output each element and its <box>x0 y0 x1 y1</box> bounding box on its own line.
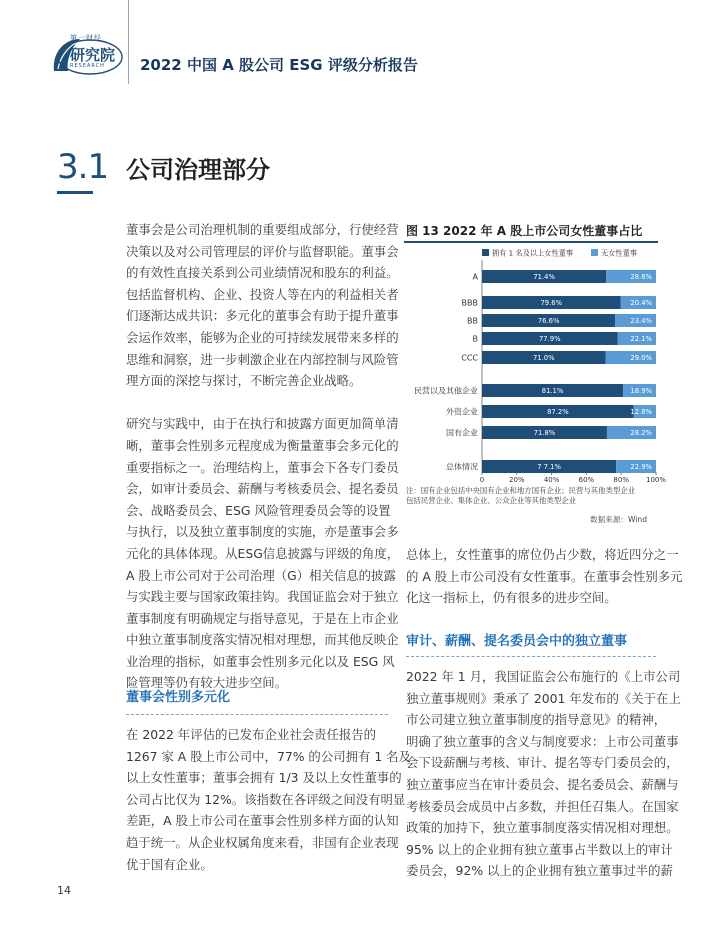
text-line: 趋于统一。从企业权属角度来看，非国有企业表现 <box>126 834 399 850</box>
left-column-text <box>126 219 400 694</box>
text-line: 的有效性直接关系到公司业绩情况和股东的利益。 <box>126 265 399 281</box>
data-label: 23.4% <box>630 317 652 326</box>
data-label: 29.0% <box>630 354 652 363</box>
text-line: 业治理的指标，如董事会性别多元化以及 ESG 风 <box>126 653 395 669</box>
gender-diversity-text <box>126 724 411 875</box>
data-label: 71.0% <box>532 354 555 363</box>
logo-sub-text: RESEARCH <box>70 63 105 69</box>
category-label: A <box>472 272 478 282</box>
x-tick-label: 0 <box>479 476 485 484</box>
text-line: 以上女性董事；董事会拥有 1/3 及以上女性董事的 <box>126 770 402 786</box>
data-label: 22.1% <box>630 335 652 344</box>
text-line: 与执行，以及独立董事制度的实施，亦是董事会多 <box>126 524 399 540</box>
text-line: 会、战略委员会、ESG 风险管理委员会等的设置 <box>126 502 391 518</box>
category-label: BBB <box>461 298 478 308</box>
text-line: 理方面的深挖与探讨，不断完善企业战略。 <box>126 373 362 389</box>
x-tick-label: 40% <box>543 476 560 484</box>
category-label: B <box>472 334 478 344</box>
independent-directors-text <box>406 666 681 882</box>
text-line: 公司占比仅为 12%。该指数在各评级之间没有明显 <box>126 791 406 807</box>
data-label: 20.4% <box>630 299 652 308</box>
page-number: 14 <box>57 884 71 897</box>
text-line: 会，如审计委员会、薪酬与考核委员会、提名委员 <box>126 481 399 497</box>
data-label: 79.6% <box>540 299 563 308</box>
text-line: 差距，A 股上市公司在董事会性别多样方面的认知 <box>126 813 399 829</box>
category-label: 民营以及其他企业 <box>414 386 478 396</box>
figure-note <box>406 486 661 506</box>
text-line: 会下设薪酬与考核、审计、提名等专门委员会的， <box>406 755 679 771</box>
category-label: BB <box>467 316 478 326</box>
category-label: CCC <box>461 353 478 363</box>
logo-top-text: 第一财经 <box>70 34 102 42</box>
x-tick-label: 60% <box>578 476 595 484</box>
subheading-independent-directors: 审计、薪酬、提名委员会中的独立董事 <box>406 634 628 649</box>
header-divider <box>128 0 129 84</box>
legend-label: 无女性董事 <box>601 248 637 258</box>
text-line <box>126 392 388 414</box>
data-label: 87.2% <box>547 408 569 417</box>
category-label: 总体情况 <box>446 462 478 472</box>
text-line: 2022 年 1 月，我国证监会公布施行的《上市公司 <box>406 669 681 684</box>
right-column-summary <box>406 544 683 609</box>
x-tick-label: 80% <box>613 476 629 484</box>
figure-title-rule <box>404 241 658 243</box>
text-line: 化这一指标上，仍有很多的进步空间。 <box>406 590 617 606</box>
text-line: 元化的具体体现。从ESG信息披露与评级的角度， <box>126 545 400 561</box>
text-line: 董事会是公司治理机制的重要组成部分，行使经营 <box>126 222 399 237</box>
figure-note-line: 注：国有企业包括中央国有企业和地方国有企业；民营与其他类型企业 <box>406 486 636 495</box>
figure-note-line: 包括民营企业、集体企业、公众企业等其他类型企业 <box>406 496 576 505</box>
data-label: 7 7.1% <box>537 463 561 472</box>
legend-label: 拥有 1 名及以上女性董事 <box>492 248 574 258</box>
text-line: 董事制度有明确规定与指导意见，于是在上市企业 <box>126 610 399 626</box>
text-line: 研究与实践中，由于在执行和披露方面更加简单清 <box>126 416 399 432</box>
data-label: 18.9% <box>630 387 652 396</box>
legend-swatch <box>482 249 489 256</box>
text-line: 重要指标之一。治理结构上，董事会下各专门委员 <box>126 459 399 475</box>
text-line: 在 2022 年评估的已发布企业社会责任报告的 <box>126 727 377 742</box>
section-title: 公司治理部分 <box>126 156 270 184</box>
data-label: 71.4% <box>533 273 555 282</box>
section-number-underline <box>57 191 93 194</box>
text-line: 们逐渐达成共识：多元化的董事会有助于提升董事 <box>126 308 399 324</box>
text-line: 1267 家 A 股上市公司中，77% 的公司拥有 1 名及 <box>126 748 411 764</box>
subheading-gender-diversity: 董事会性别多元化 <box>126 690 231 705</box>
data-label: 71.8% <box>533 429 556 438</box>
data-label: 28.6% <box>630 273 652 282</box>
text-line: A 股上市公司对于公司治理（G）相关信息的披露 <box>126 567 396 583</box>
subheading-divider <box>126 714 388 716</box>
text-line: 晰，董事会性别多元程度成为衡量董事会多元化的 <box>126 437 399 453</box>
text-line: 市公司建立独立董事制度的指导意见》的精神， <box>406 712 667 728</box>
text-line: 总体上，女性董事的席位仍占少数，将近四分之一 <box>406 547 679 562</box>
female-director-chart <box>400 244 667 484</box>
category-label: 国有企业 <box>446 428 478 438</box>
text-line: 思维和洞察，进一步刺激企业在内部控制与风险管 <box>126 351 399 367</box>
report-title: 2022 中国 A 股公司 ESG 评级分析报告 <box>140 56 418 74</box>
text-line: 考核委员会成员中占多数，并担任召集人。在国家 <box>406 798 679 814</box>
data-label: 77.9% <box>538 335 561 344</box>
text-line: 委员会，92% 以上的企业拥有独立董事过半的薪 <box>406 863 673 879</box>
section-number: 3.1 <box>57 147 109 187</box>
data-label: 76.6% <box>537 317 560 326</box>
legend-swatch <box>591 249 598 256</box>
x-tick-label: 20% <box>509 476 525 484</box>
text-line: 政策的加持下，独立董事制度落实情况相对理想。 <box>406 820 679 836</box>
text-line: 优于国有企业。 <box>126 856 213 872</box>
figure-source: 数据来源：Wind <box>590 515 648 524</box>
text-line: 包括监督机构、企业、投资人等在内的利益相关者 <box>126 286 399 302</box>
data-label: 22.9% <box>630 463 652 472</box>
text-line: 险管理等仍有较大进步空间。 <box>126 675 288 691</box>
text-line: 95% 以上的企业拥有独立董事占半数以上的审计 <box>406 841 673 857</box>
data-label: 81.1% <box>541 387 564 396</box>
logo-main-text: 研究院 <box>70 46 116 64</box>
data-label: 12.8% <box>630 408 652 417</box>
text-line: 决策以及对公司管理层的评价与监督职能。董事会 <box>126 243 399 259</box>
text-line: 的 A 股上市公司没有女性董事。在董事会性别多元 <box>406 568 683 584</box>
figure-title: 图 13 2022 年 A 股上市公司女性董事占比 <box>406 224 643 238</box>
text-line: 明确了独立董事的含义与制度要求：上市公司董事 <box>406 733 679 749</box>
x-tick-label: 100% <box>645 476 667 484</box>
subheading-divider <box>406 656 656 658</box>
data-label: 28.2% <box>630 429 652 438</box>
text-line: 中独立董事制度落实情况相对理想，而其他反映企 <box>126 632 399 648</box>
text-line: 与实践主要与国家政策挂钩。我国证监会对于独立 <box>126 589 399 605</box>
text-line: 独立董事应当在审计委员会、提名委员会、薪酬与 <box>406 776 679 792</box>
category-label: 外资企业 <box>446 407 478 417</box>
text-line: 独立董事规则》秉承了 2001 年发布的《关于在上 <box>406 690 681 706</box>
text-line: 会运作效率，能够为企业的可持续发展带来多样的 <box>126 329 399 345</box>
